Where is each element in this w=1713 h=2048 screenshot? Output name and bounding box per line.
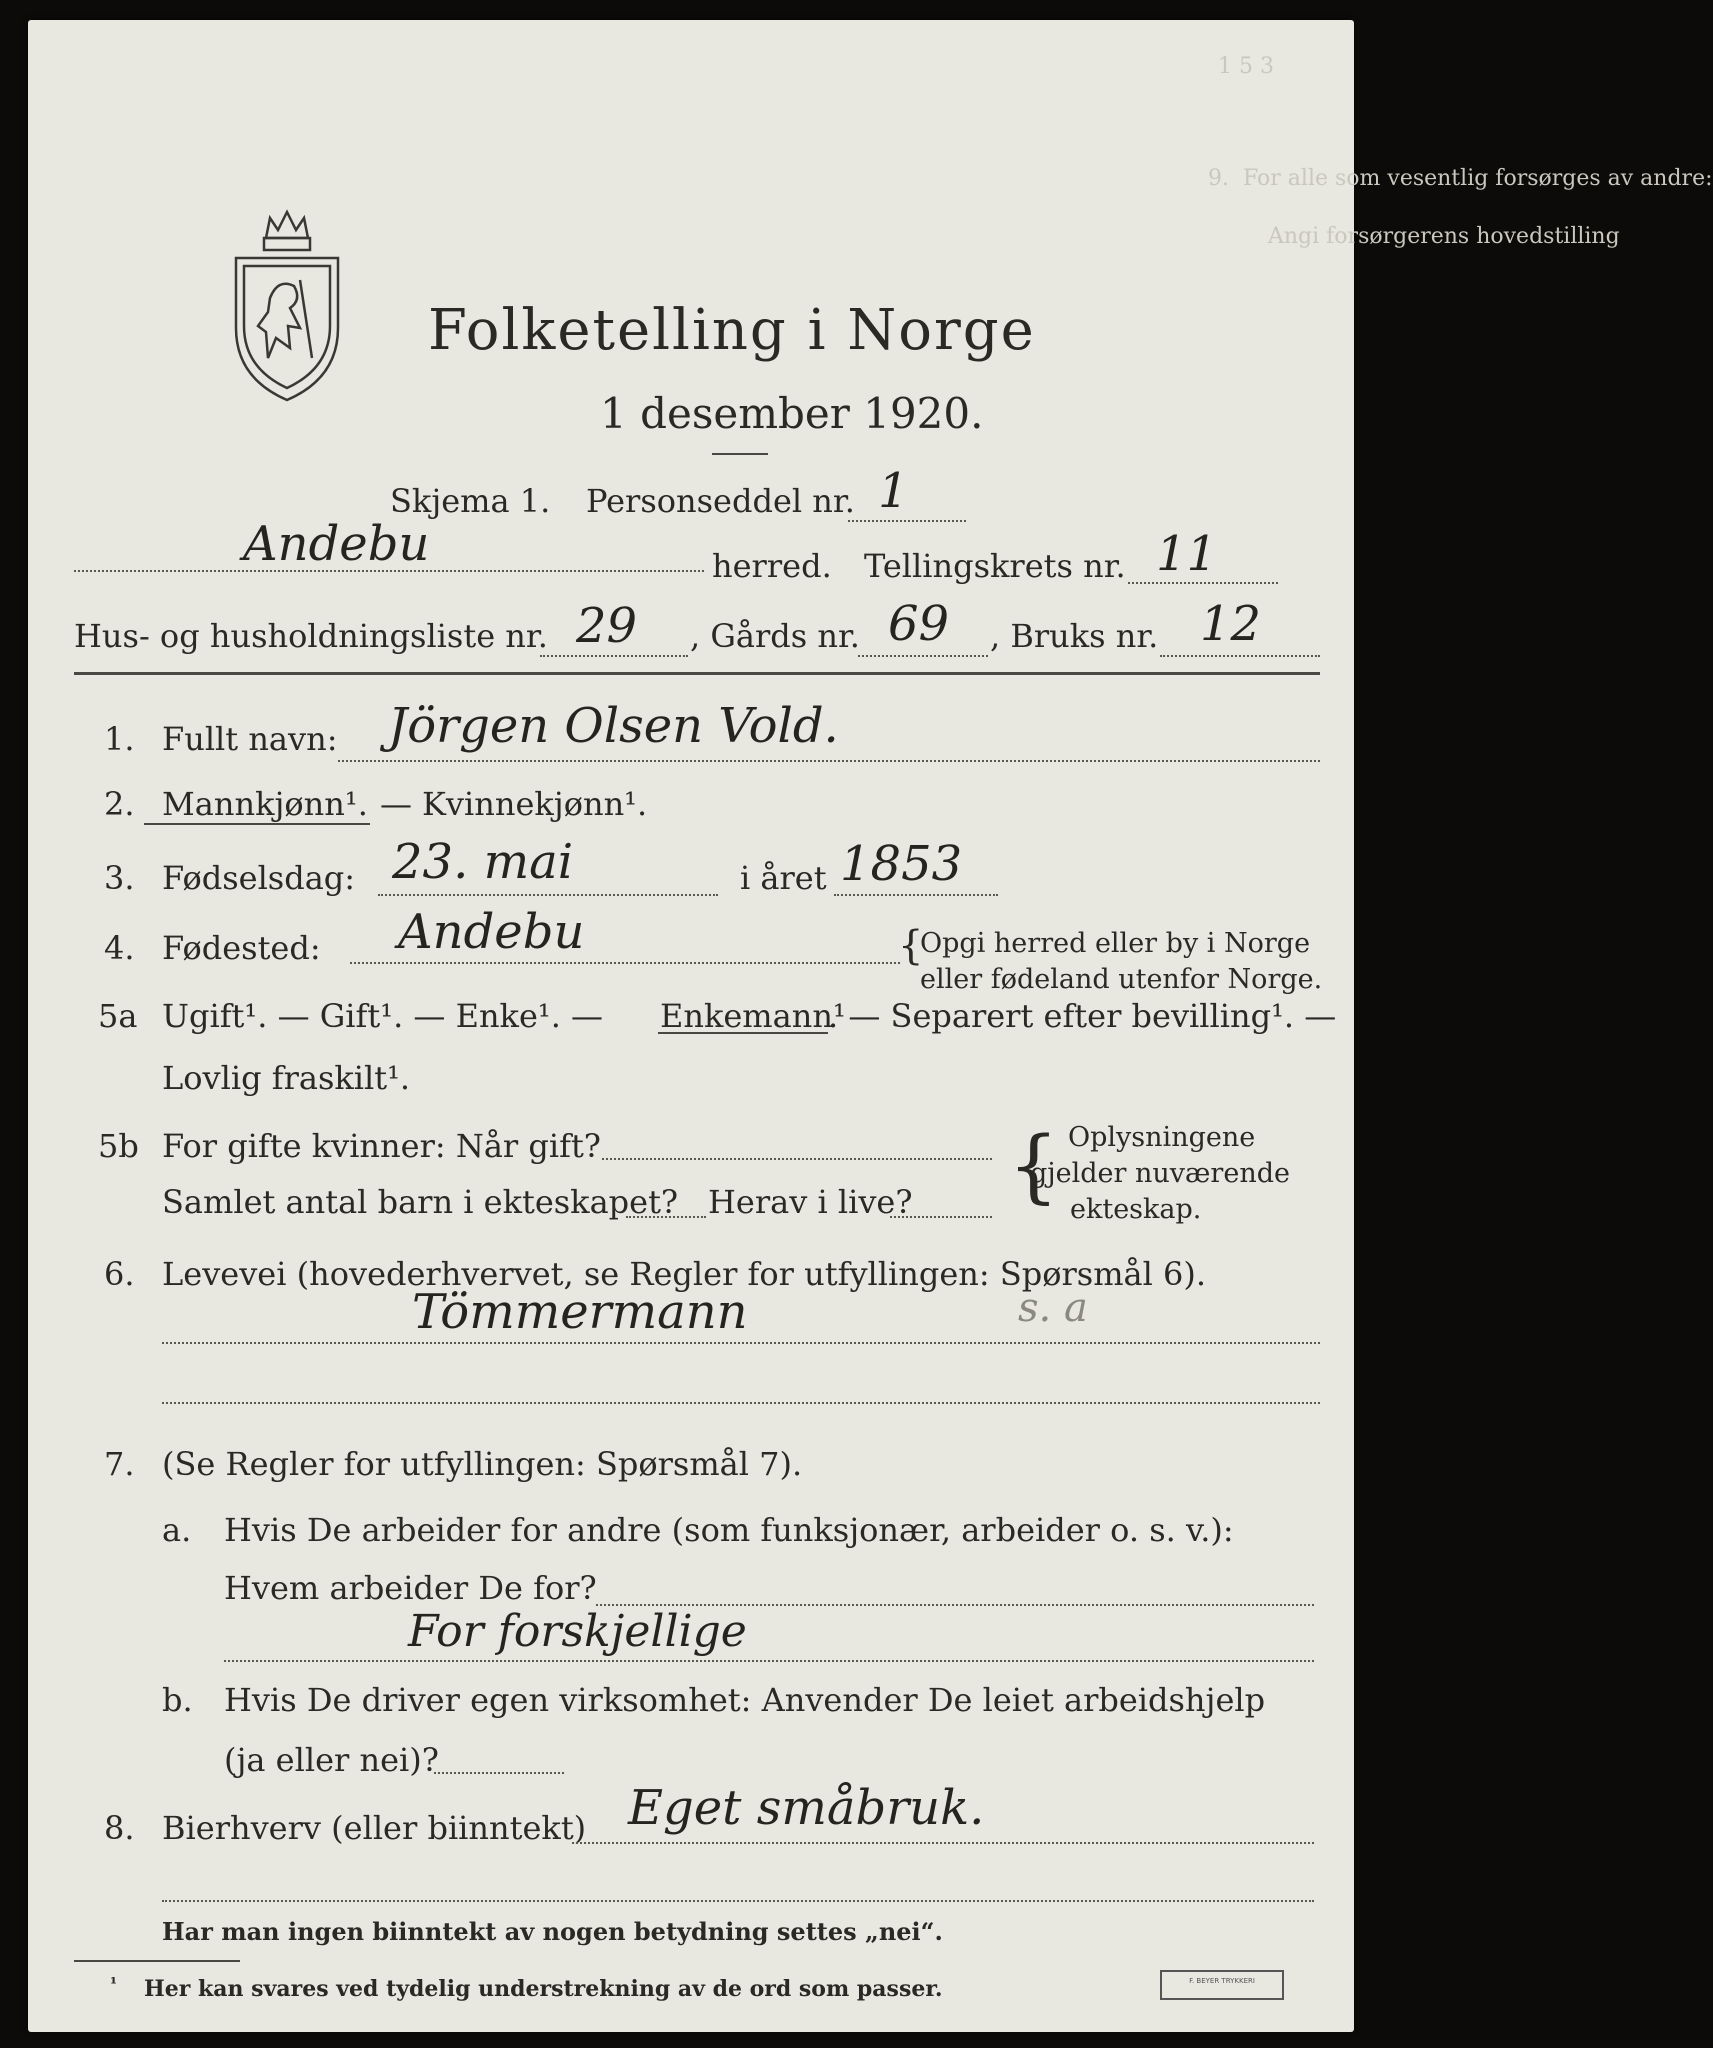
q8-label: Bierhverv (eller biinntekt) bbox=[162, 1809, 587, 1847]
q4-number: 4. bbox=[104, 929, 135, 967]
when-married-line[interactable] bbox=[602, 1158, 992, 1160]
occupation-line-2[interactable] bbox=[162, 1402, 1320, 1404]
personseddel-value[interactable]: 1 bbox=[878, 463, 909, 519]
children-alive-line[interactable] bbox=[890, 1216, 992, 1218]
q5b-children-alive: Herav i live? bbox=[708, 1183, 913, 1221]
q5b-brace: { bbox=[1008, 1119, 1059, 1212]
children-total-line[interactable] bbox=[626, 1216, 706, 1218]
birthyear-label: i året bbox=[740, 859, 827, 897]
q1-label: Fullt navn: bbox=[162, 720, 338, 758]
bruks-label: , Bruks nr. bbox=[990, 617, 1159, 655]
marital-options-start: Ugift¹. — Gift¹. — Enke¹. — bbox=[162, 997, 604, 1035]
footnote-marker: ¹ bbox=[110, 1974, 118, 1993]
side-income-line-2[interactable] bbox=[162, 1900, 1314, 1902]
q8-number: 8. bbox=[104, 1809, 135, 1847]
birthday-value[interactable]: 23. mai bbox=[392, 834, 574, 890]
birthplace-line bbox=[350, 962, 900, 964]
personseddel-line bbox=[848, 520, 966, 522]
q1-number: 1. bbox=[104, 720, 135, 758]
q4-note-line1: Opgi herred eller by i Norge bbox=[920, 928, 1311, 959]
norway-coat-of-arms-icon bbox=[228, 208, 346, 406]
census-date: 1 desember 1920. bbox=[600, 389, 984, 438]
q4-label: Fødested: bbox=[162, 929, 321, 967]
q2-number: 2. bbox=[104, 785, 135, 823]
q4-brace: { bbox=[898, 923, 924, 969]
herred-value[interactable]: Andebu bbox=[243, 516, 430, 572]
tellingskrets-line bbox=[1128, 582, 1278, 584]
form-title: Folketelling i Norge bbox=[428, 298, 1036, 363]
q5b-note-line3: ekteskap. bbox=[1070, 1194, 1202, 1225]
hired-help-line[interactable] bbox=[434, 1772, 564, 1774]
occupation-code-mark: s. a bbox=[1018, 1285, 1088, 1331]
gards-value[interactable]: 69 bbox=[888, 596, 950, 652]
q5a-number: 5a bbox=[98, 997, 138, 1035]
gards-line bbox=[858, 655, 988, 657]
marital-options-end: . — Separert efter bevilling¹. — bbox=[828, 997, 1337, 1035]
full-name-value[interactable]: Jörgen Olsen Vold. bbox=[388, 698, 839, 754]
q4-note-line2: eller fødeland utenfor Norge. bbox=[920, 964, 1323, 995]
bruks-value[interactable]: 12 bbox=[1200, 596, 1262, 652]
q2-separator: — bbox=[380, 785, 412, 823]
sex-male-underline bbox=[144, 823, 370, 825]
sex-option-male[interactable]: Mannkjønn¹. bbox=[162, 785, 368, 823]
birthplace-value[interactable]: Andebu bbox=[398, 904, 585, 960]
birthyear-line bbox=[834, 894, 998, 896]
marital-option-widower[interactable]: Enkemann¹ bbox=[660, 997, 846, 1035]
census-form-page bbox=[28, 20, 1713, 2032]
husliste-value[interactable]: 29 bbox=[576, 598, 638, 654]
footnote-text: Her kan svares ved tydelig understrekning av de ord som passer. bbox=[144, 1976, 943, 2002]
tellingskrets-label: Tellingskrets nr. bbox=[864, 547, 1126, 585]
personseddel-label: Personseddel nr. bbox=[586, 482, 855, 520]
footnote-divider bbox=[74, 1960, 240, 1962]
header-separator bbox=[74, 672, 1320, 675]
q7a-question: Hvem arbeider De for? bbox=[224, 1569, 597, 1607]
q3-number: 3. bbox=[104, 859, 135, 897]
q7b-text: Hvis De driver egen virksomhet: Anvender De leiet arbeidshjelp bbox=[224, 1681, 1266, 1719]
tellingskrets-value[interactable]: 11 bbox=[1156, 526, 1218, 582]
occupation-line bbox=[162, 1342, 1320, 1344]
q6-number: 6. bbox=[104, 1255, 135, 1293]
birthday-line bbox=[378, 894, 718, 896]
q5b-when-married: For gifte kvinner: Når gift? bbox=[162, 1127, 601, 1165]
q5b-note-line1: Oplysningene bbox=[1068, 1122, 1256, 1153]
q5b-note-line2: gjelder nuværende bbox=[1030, 1158, 1290, 1189]
husliste-label: Hus- og husholdningsliste nr. bbox=[74, 617, 548, 655]
printer-stamp: F. BEYER TRYKKERI bbox=[1160, 1970, 1284, 2000]
bleed-through-text: 9. For alle som vesentlig forsørges av andre: bbox=[1208, 166, 1713, 191]
husliste-line bbox=[540, 655, 688, 657]
employer-line-2 bbox=[224, 1660, 1314, 1662]
bleed-through-text: Angi forsørgerens hovedstilling bbox=[1268, 224, 1620, 249]
q1-line bbox=[338, 760, 1320, 762]
employer-value[interactable]: For forskjellige bbox=[408, 1606, 747, 1657]
q7a-letter: a. bbox=[162, 1511, 192, 1549]
gards-label: , Gårds nr. bbox=[690, 617, 860, 655]
side-income-value[interactable]: Eget småbruk. bbox=[628, 1780, 985, 1836]
q7a-text: Hvis De arbeider for andre (som funksjonær, arbeider o. s. v.): bbox=[224, 1511, 1234, 1549]
q7b-letter: b. bbox=[162, 1681, 193, 1719]
q3-label: Fødselsdag: bbox=[162, 859, 356, 897]
skjema-label: Skjema 1. bbox=[390, 482, 551, 520]
bruks-line bbox=[1160, 655, 1320, 657]
q5b-children-total: Samlet antal barn i ekteskapet? bbox=[162, 1183, 679, 1221]
sex-option-female[interactable]: Kvinnekjønn¹. bbox=[422, 785, 648, 823]
q6-label: Levevei (hovederhvervet, se Regler for utfyllingen: Spørsmål 6). bbox=[162, 1255, 1207, 1293]
side-income-line bbox=[572, 1842, 1314, 1844]
herred-label: herred. bbox=[712, 547, 832, 585]
marital-option-divorced: Lovlig fraskilt¹. bbox=[162, 1059, 411, 1097]
bleed-through-text: 1 5 3 bbox=[1218, 54, 1274, 79]
footer-note: Har man ingen biinntekt av nogen betydning settes „nei“. bbox=[162, 1917, 943, 1946]
occupation-value[interactable]: Tömmermann bbox=[412, 1284, 748, 1340]
title-divider bbox=[712, 453, 768, 455]
birthyear-value[interactable]: 1853 bbox=[840, 836, 963, 892]
q7-label: (Se Regler for utfyllingen: Spørsmål 7). bbox=[162, 1445, 803, 1483]
q7-number: 7. bbox=[104, 1445, 135, 1483]
q7b-question: (ja eller nei)? bbox=[224, 1741, 439, 1779]
q5b-number: 5b bbox=[98, 1127, 139, 1165]
widower-underline bbox=[658, 1032, 828, 1034]
